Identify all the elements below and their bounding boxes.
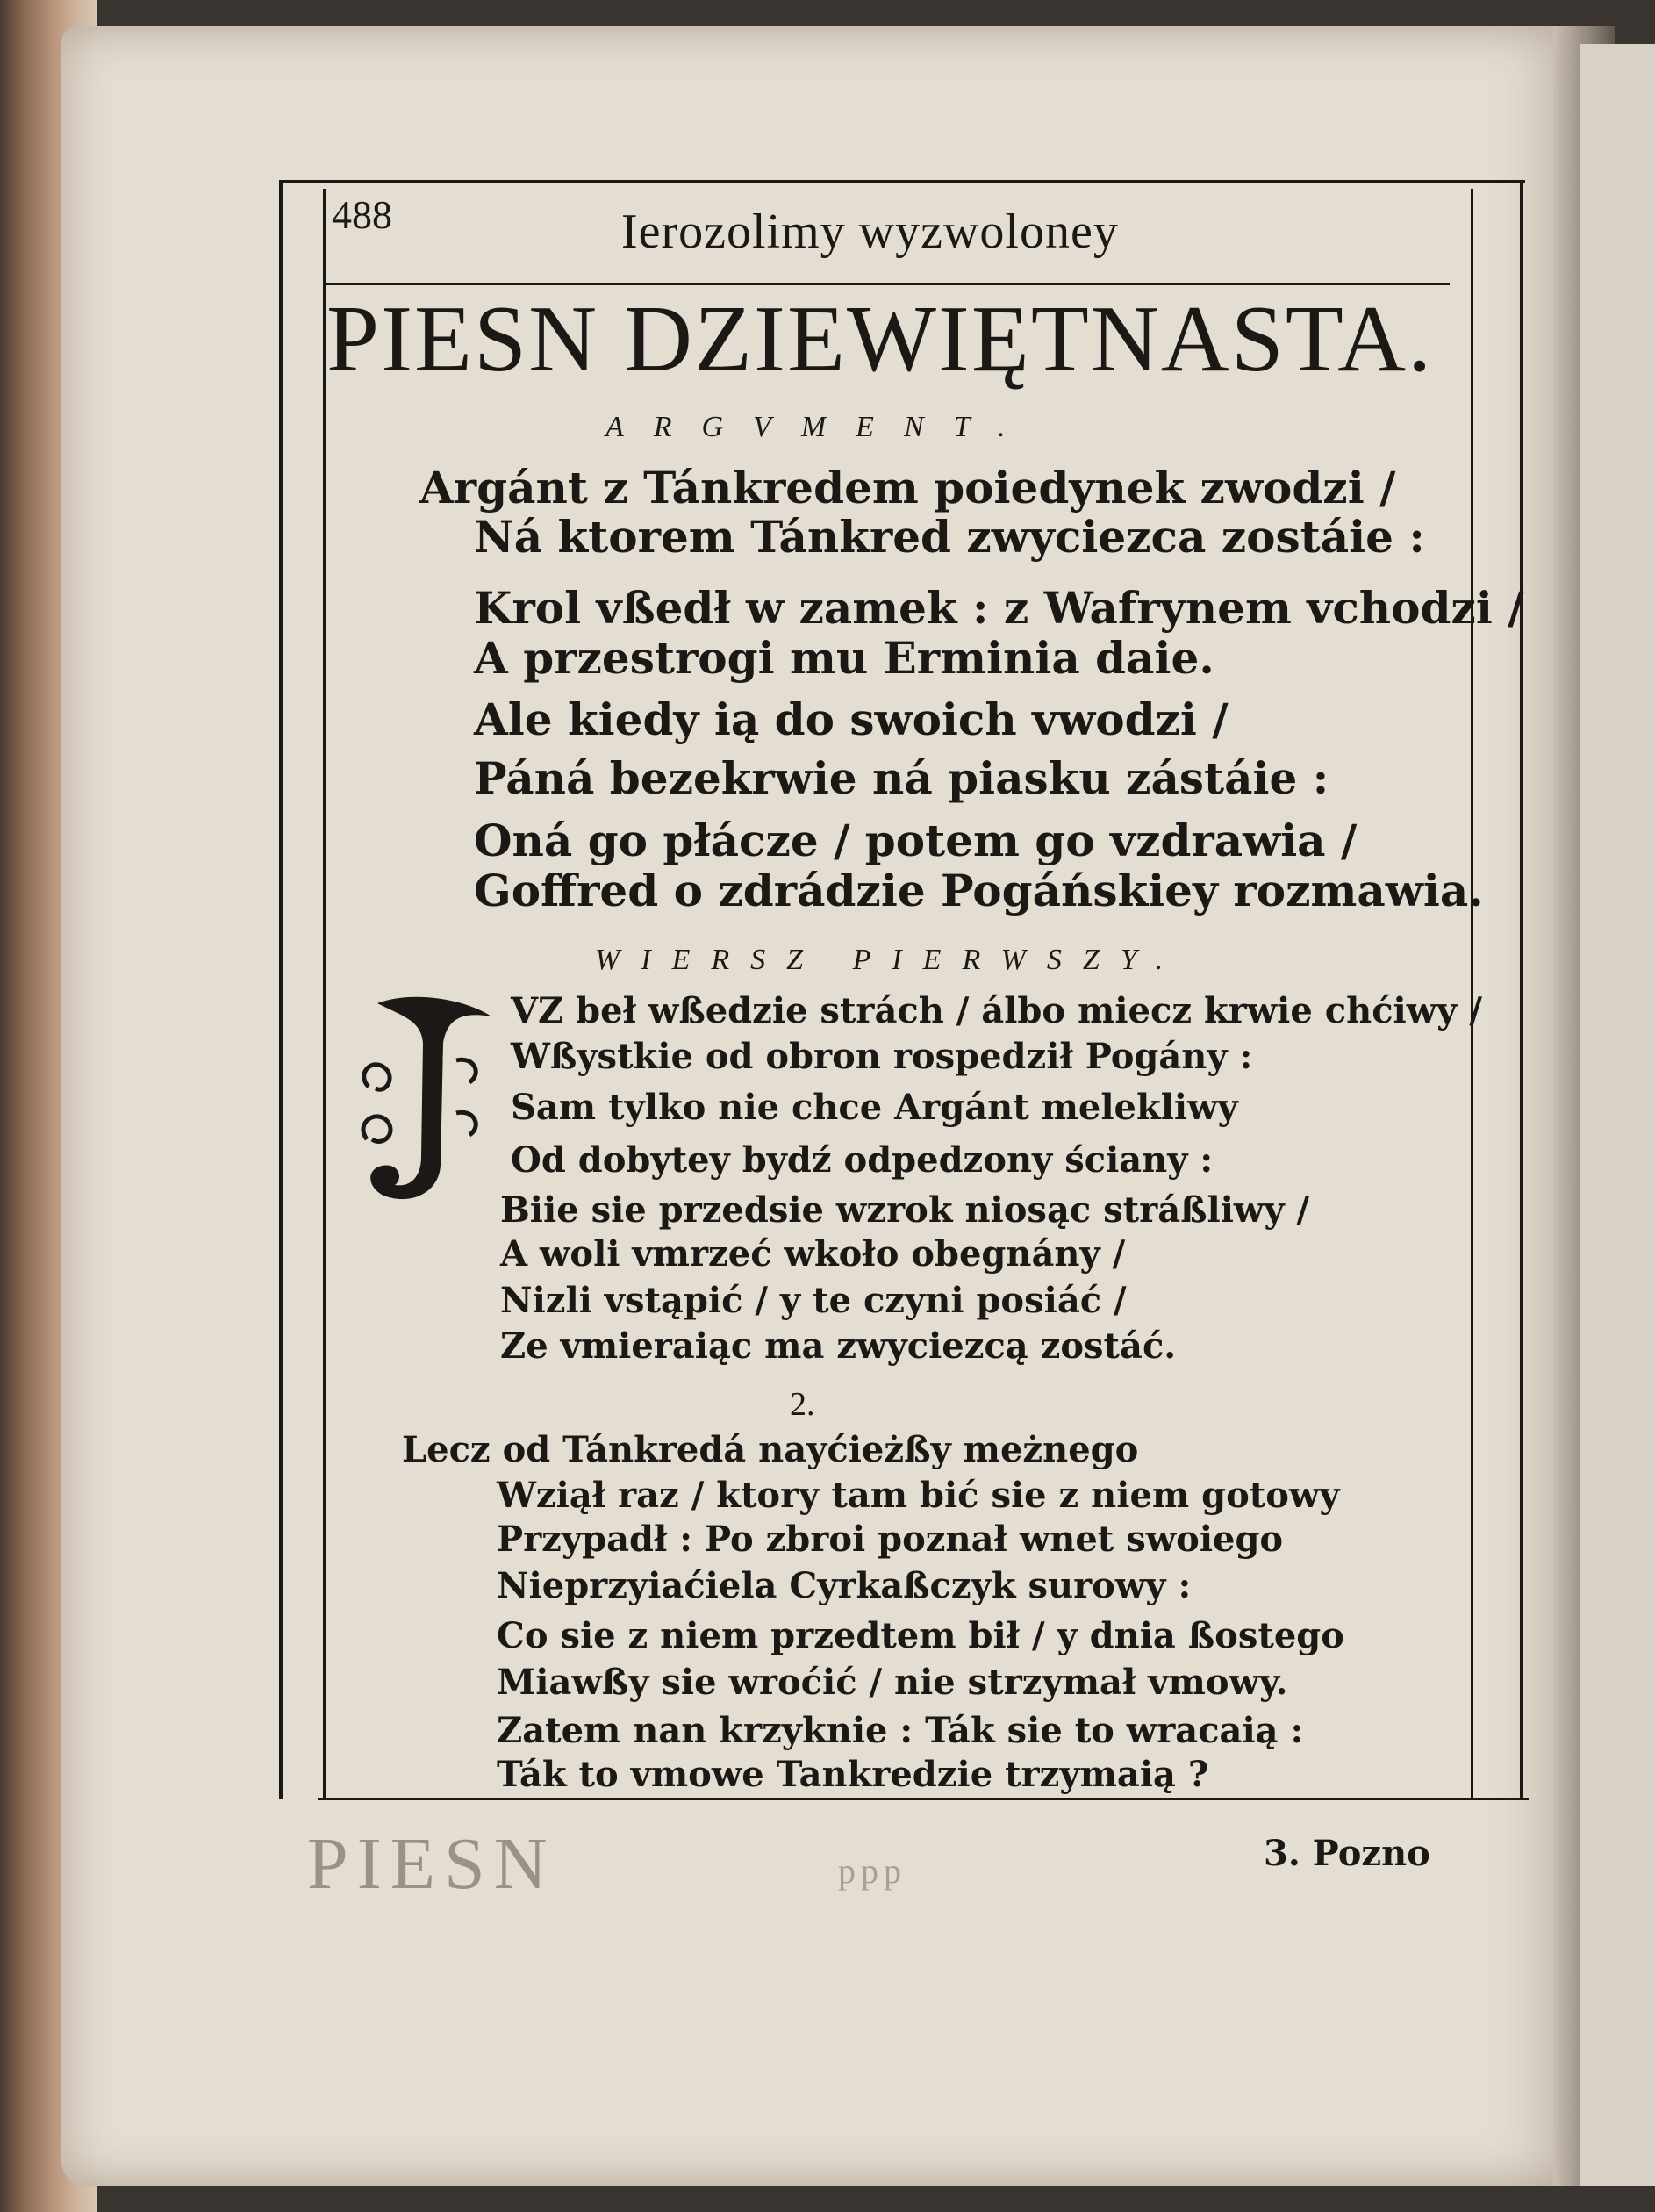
verse-line: Od dobytey bydź odpedzony ściany :	[511, 1139, 1214, 1181]
argument-line: Argánt z Tánkredem poiedynek zwodzi /	[419, 462, 1396, 514]
argument-line: Krol vßedł w zamek : z Wafrynem vchodzi /	[474, 582, 1524, 634]
stanza-heading: WIERSZ PIERWSZY.	[595, 944, 1185, 976]
verse-line: Przypadł : Po zbroi poznał wnet swoiego	[497, 1519, 1284, 1560]
running-head: Ierozolimy wyzwoloney	[621, 205, 1119, 259]
catchword: 3. Pozno	[1264, 1833, 1430, 1874]
verse-line: Wziął raz / ktory tam bić sie z niem gotowy	[497, 1475, 1340, 1516]
verse-line: Zatem nan krzyknie : Ták sie to wracaią :	[497, 1710, 1304, 1751]
verse-line: Ze vmieraiąc ma zwyciezcą zostáć.	[500, 1325, 1177, 1367]
stanza-number: 2.	[790, 1386, 815, 1423]
argument-line: Ná ktorem Tánkred zwyciezca zostáie :	[474, 511, 1425, 563]
verse-line: Biie sie przedsie wzrok niosąc stráßliwy /	[500, 1189, 1310, 1231]
verse-line: A woli vmrzeć wkoło obegnány /	[500, 1233, 1126, 1275]
bleed-through-text: ppp	[838, 1851, 906, 1891]
verse-line: Nieprzyiaćiela Cyrkaßczyk surowy :	[497, 1565, 1192, 1606]
argument-line: Páná bezekrwie ná piasku zástáie :	[474, 752, 1329, 804]
decorated-initial-icon	[360, 990, 500, 1210]
verse-line: Nizli vstąpić / y te czyni posiáć /	[500, 1280, 1127, 1321]
bottom-rule	[318, 1798, 1529, 1800]
bleed-through-text: PIESN	[307, 1823, 556, 1905]
verse-line: Co sie z niem przedtem bił / y dnia ßostego	[497, 1615, 1344, 1656]
argument-line: A przestrogi mu Erminia daie.	[474, 632, 1214, 684]
verse-line: Ták to vmowe Tankredzie trzymaią ?	[497, 1754, 1209, 1795]
verse-line: Wßystkie od obron rospedził Pogány :	[511, 1036, 1253, 1077]
argument-line: Oná go płácze / potem go vzdrawia /	[474, 815, 1358, 866]
top-rule	[279, 180, 1525, 183]
argument-line: Goffred o zdrádzie Pogáńskiey rozmawia.	[474, 865, 1484, 916]
verse-line: Lecz od Tánkredá nayćieżßy meżnego	[402, 1429, 1139, 1470]
verse-line: Miawßy sie wroćić / nie strzymał vmowy.	[497, 1662, 1288, 1703]
verse-line: VZ beł wßedzie strách / álbo miecz krwie chćiwy /	[511, 990, 1482, 1031]
canto-title: PIESN DZIEWIĘTNASTA.	[326, 287, 1434, 391]
verse-line: Sam tylko nie chce Argánt melekliwy	[511, 1087, 1238, 1128]
page-number: 488	[332, 192, 392, 237]
facing-page-edge	[1580, 44, 1655, 2186]
argument-line: Ale kiedy ią do swoich vwodzi /	[474, 693, 1229, 745]
argument-heading: ARGVMENT.	[605, 411, 1035, 443]
